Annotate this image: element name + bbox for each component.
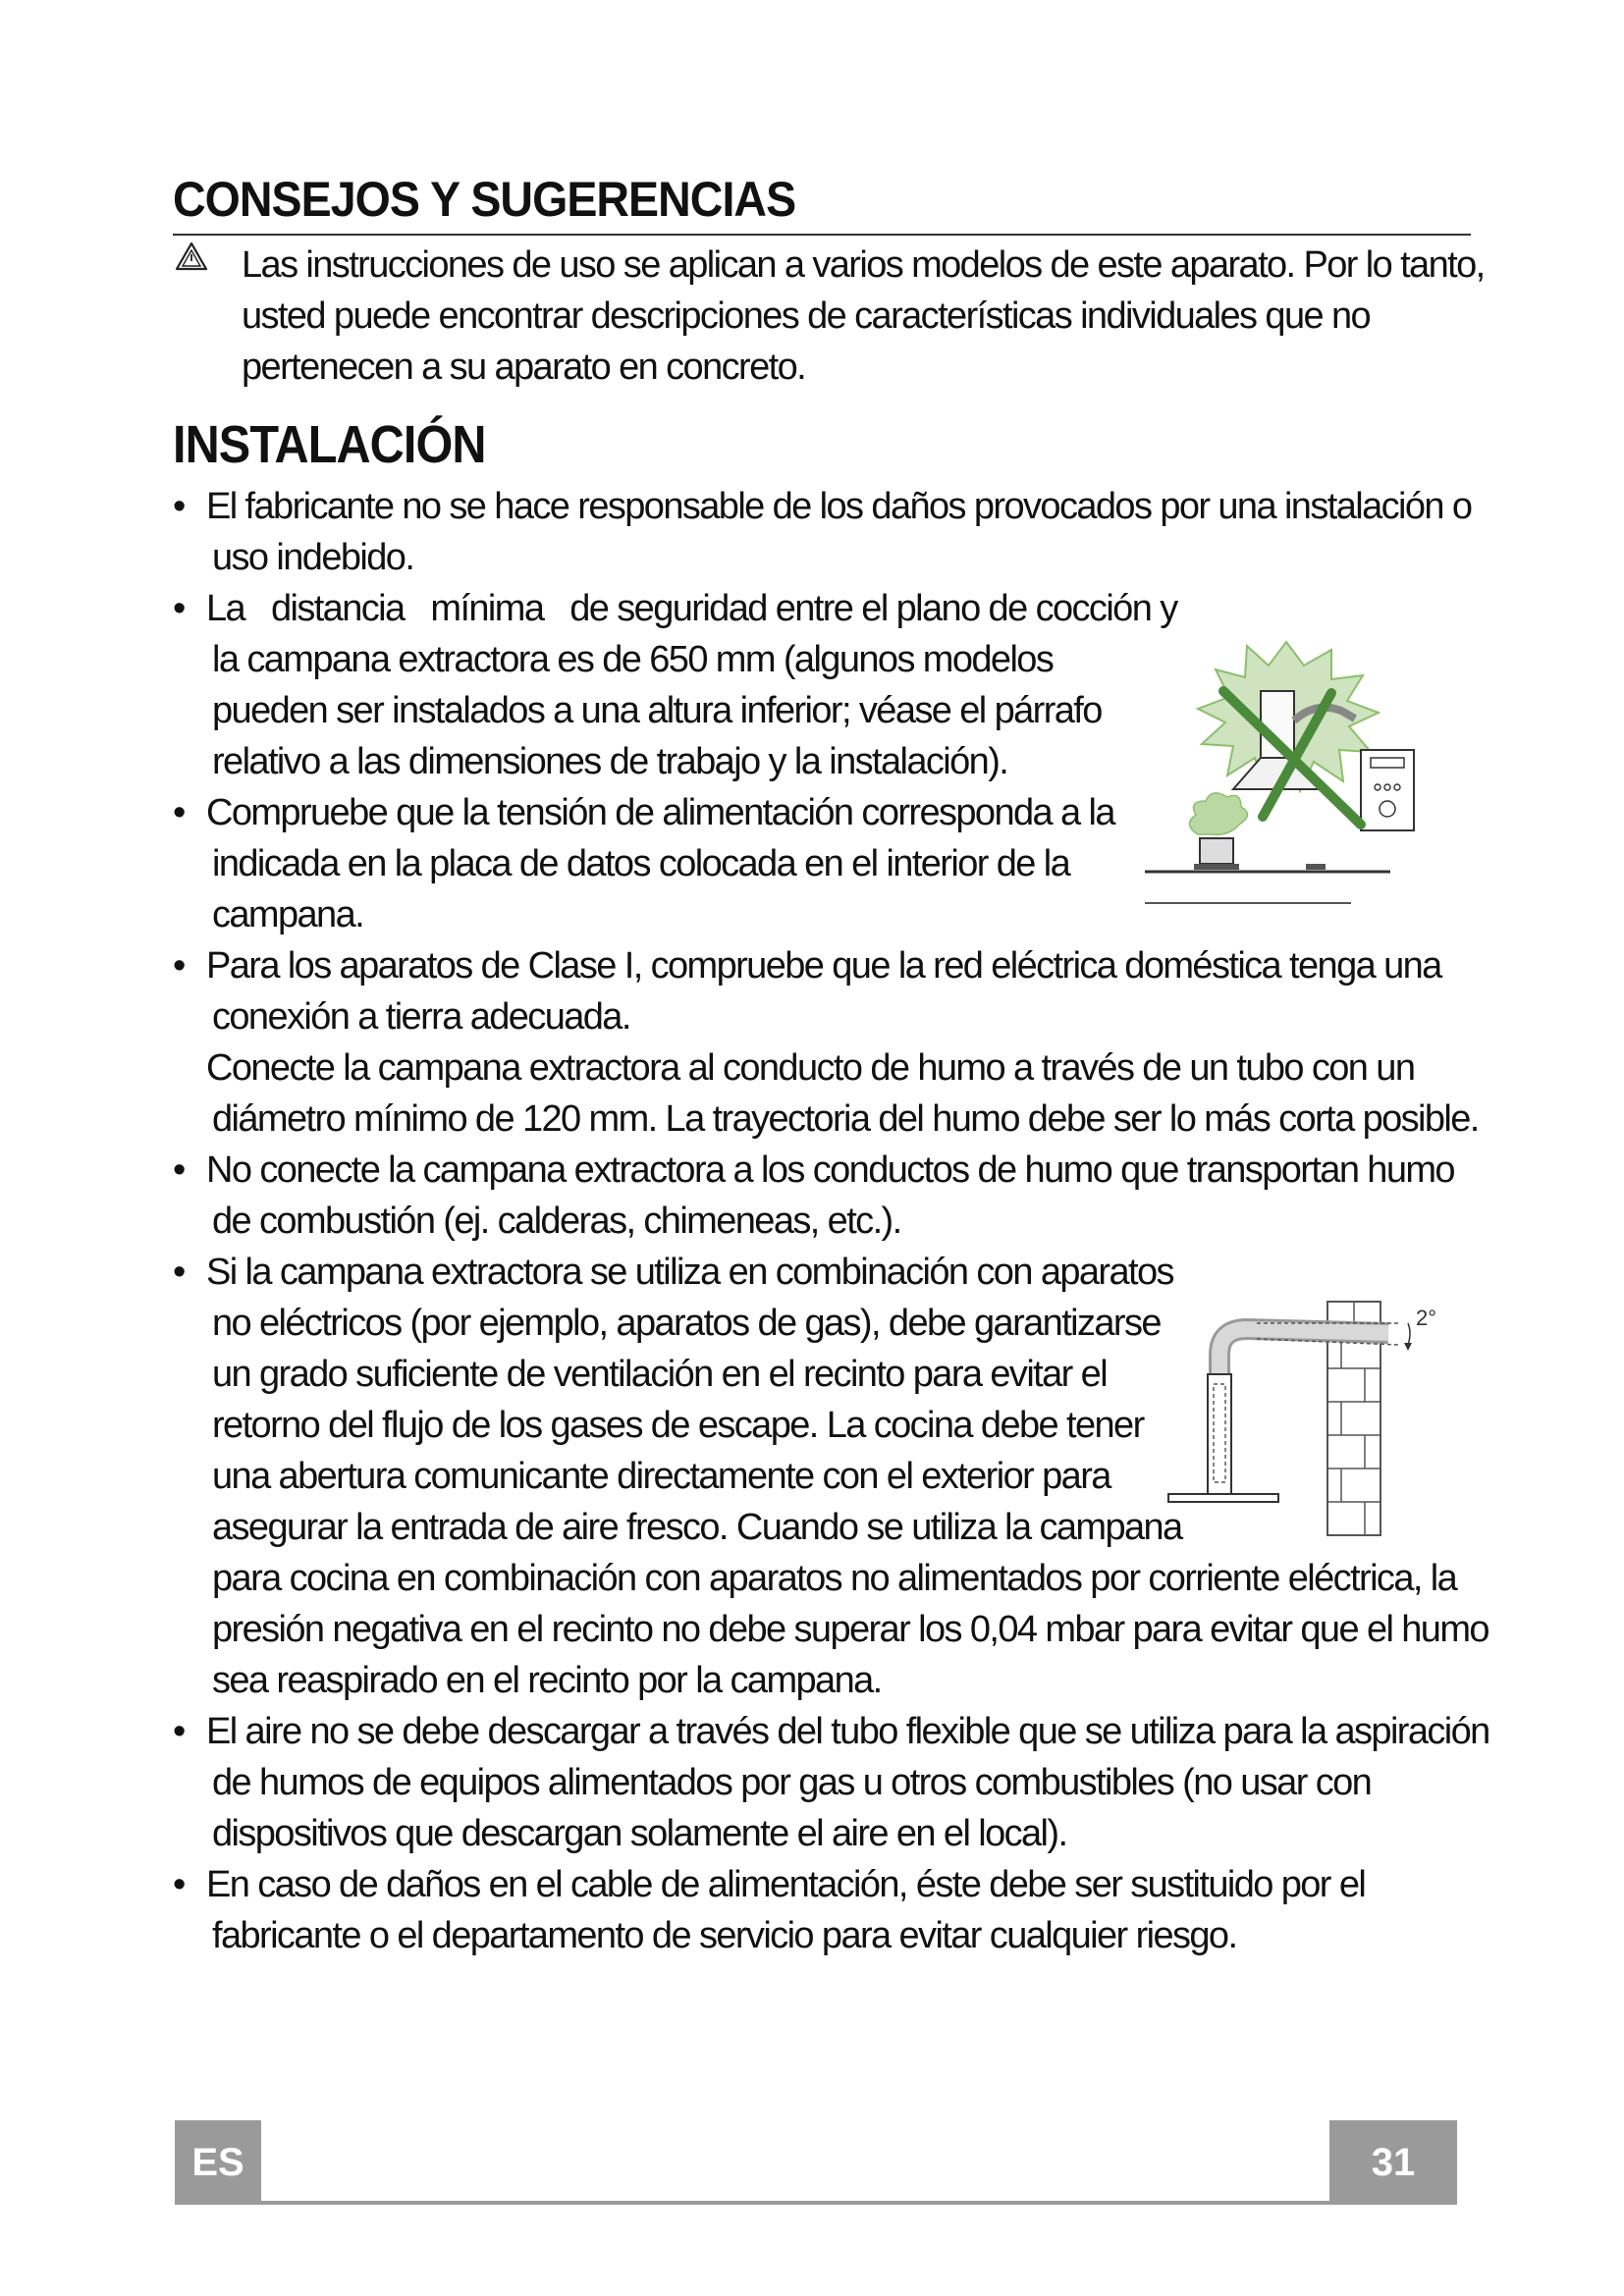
list-item-line: asegurar la entrada de aire fresco. Cuando se utiliza la campana — [212, 1507, 1182, 1548]
list-item-line: de combustión (ej. calderas, chimeneas, etc.). — [212, 1201, 901, 1242]
bullet-symbol: • — [173, 486, 187, 527]
list-item-line: Compruebe que la tensión de alimentación corresponda a la — [206, 792, 1114, 833]
slope-angle-label: 2° — [1416, 1306, 1437, 1330]
bullet-symbol: • — [173, 945, 187, 987]
footer-rule — [261, 2201, 1329, 2205]
list-item-line: un grado suficiente de ventilación en el recinto para evitar el — [212, 1354, 1108, 1395]
list-item-line: pueden ser instalados a una altura inferior; véase el párrafo — [212, 690, 1102, 731]
list-item-line: La distancia mínima de seguridad entre el plano de cocción y — [206, 588, 1177, 629]
list-item-line: Para los aparatos de Clase I, compruebe que la red eléctrica doméstica tenga una — [206, 945, 1441, 987]
list-item-line: relativo a las dimensiones de trabajo y la instalación). — [212, 741, 1008, 782]
duct-slope-diagram — [1163, 1294, 1447, 1541]
list-item-line: conexión a tierra adecuada. — [212, 996, 630, 1038]
note-line: pertenecen a su aparato en concreto. — [242, 347, 806, 388]
list-item-line: El aire no se debe descargar a través del tubo flexible que se utiliza para la aspiración — [206, 1711, 1489, 1752]
list-item-line: una abertura comunicante directamente con el exterior para — [212, 1456, 1110, 1497]
bullet-symbol: • — [173, 588, 187, 629]
note-line: Las instrucciones de uso se aplican a varios modelos de este aparato. Por lo tanto, — [242, 244, 1485, 286]
section-title-consejos: CONSEJOS Y SUGERENCIAS — [173, 172, 796, 227]
list-item-line: dispositivos que descargan solamente el aire en el local). — [212, 1813, 1067, 1854]
list-item-line: indicada en la placa de datos colocada en el interior de la — [212, 843, 1070, 884]
title-rule — [173, 234, 1471, 236]
section-title-instalacion: INSTALACIÓN — [173, 415, 486, 474]
list-item-line: no eléctricos (por ejemplo, aparatos de gas), debe garantizarse — [212, 1303, 1161, 1344]
list-item-line: sea reaspirado en el recinto por la campana. — [212, 1660, 882, 1701]
list-item-line: En caso de daños en el cable de alimentación, éste debe ser sustituido por el — [206, 1864, 1366, 1905]
note-line: usted puede encontrar descripciones de características individuales que no — [242, 295, 1371, 337]
list-item-line: Conecte la campana extractora al conducto de humo a través de un tubo con un — [206, 1047, 1415, 1089]
list-item-line: No conecte la campana extractora a los conductos de humo que transportan humo — [206, 1149, 1454, 1191]
page-number: 31 — [1329, 2120, 1457, 2205]
list-item-line: presión negativa en el recinto no debe superar los 0,04 mbar para evitar que el humo — [212, 1609, 1489, 1650]
bullet-symbol: • — [173, 1252, 187, 1293]
list-item-line: retorno del flujo de los gases de escape. La cocina debe tener — [212, 1405, 1144, 1446]
bullet-symbol: • — [173, 792, 187, 833]
bullet-symbol: • — [173, 1149, 187, 1191]
list-item-line: Si la campana extractora se utiliza en combinación con aparatos — [206, 1252, 1173, 1293]
list-item-line: fabricante o el departamento de servicio para evitar cualquier riesgo. — [212, 1915, 1237, 1956]
hood-installation-illustration — [1139, 632, 1434, 923]
bullet-symbol: • — [173, 1864, 187, 1905]
list-item-line: uso indebido. — [212, 537, 414, 578]
list-item-line: campana. — [212, 894, 364, 935]
bullet-symbol: • — [173, 1711, 187, 1752]
list-item-line: El fabricante no se hace responsable de los daños provocados por una instalación o — [206, 486, 1472, 527]
list-item-line: para cocina en combinación con aparatos no alimentados por corriente eléctrica, la — [212, 1558, 1457, 1599]
list-item-line: la campana extractora es de 650 mm (algunos modelos — [212, 639, 1054, 680]
list-item-line: de humos de equipos alimentados por gas u otros combustibles (no usar con — [212, 1762, 1372, 1803]
language-tag: ES — [175, 2120, 261, 2205]
warning-triangle-icon — [175, 241, 208, 271]
list-item-line: diámetro mínimo de 120 mm. La trayectoria del humo debe ser lo más corta posible. — [212, 1098, 1479, 1140]
